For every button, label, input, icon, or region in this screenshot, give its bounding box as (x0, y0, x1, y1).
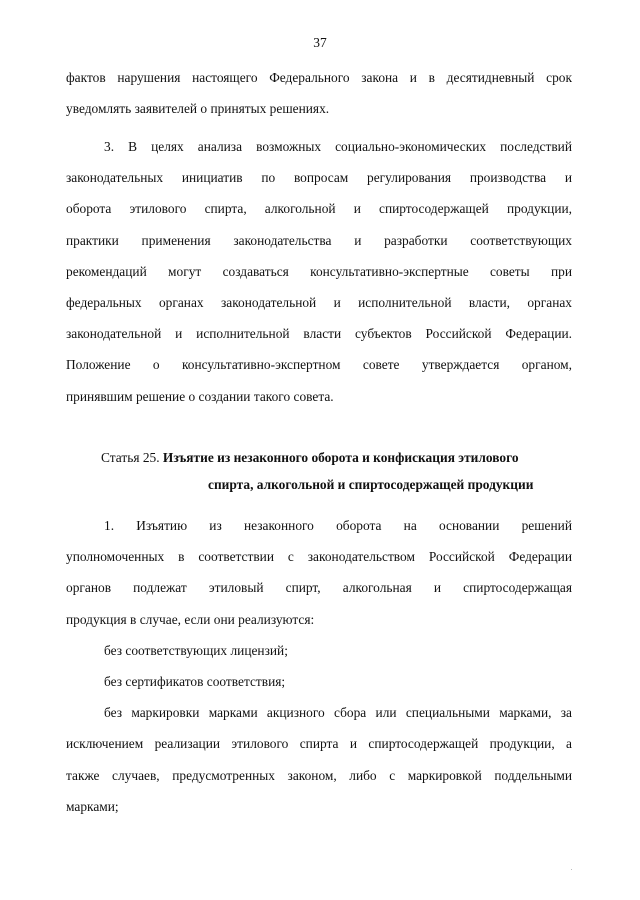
text-line: практики применения законодательства и разработки соответствующих (66, 232, 572, 248)
article-title-part-1: Изъятие из незаконного оборота и конфискация этилового (162, 450, 519, 465)
text-line: уполномоченных в соответствии с законодательством Российской Федерации (66, 549, 572, 565)
text-line: федеральных органах законодательной и исполнительной власти, органах (66, 294, 572, 310)
text-line: исключением реализации этилового спирта и спиртосодержащей продукции, а (66, 736, 572, 752)
text-line: марками; (66, 798, 119, 814)
paragraph-article-item-1 (66, 510, 572, 822)
text-line: уведомлять заявителей о принятых решениях. (66, 101, 330, 117)
article-heading (0, 444, 640, 498)
article-title-part-2: спирта, алкогольной и спиртосодержащей продукции (208, 477, 534, 492)
text-line: фактов нарушения настоящего Федерального закона и в десятидневный срок (66, 70, 572, 85)
article-number: Статья 25. (101, 450, 163, 465)
list-item: без соответствующих лицензий; (104, 642, 288, 658)
text-line: принявшим решение о создании такого совета. (66, 388, 334, 404)
text-line: Положение о консультативно-экспертном совете утверждается органом, (66, 357, 572, 373)
text-line: продукция в случае, если они реализуются: (66, 611, 315, 627)
text-line: рекомендаций могут создаваться консультативно-экспертные советы при (66, 263, 572, 279)
article-heading-line-1 (0, 444, 640, 471)
text-line: также случаев, предусмотренных законом, либо с маркировкой поддельными (66, 767, 572, 783)
text-line: без маркировки марками акцизного сбора или специальными марками, за (104, 705, 572, 721)
list-item: без сертификатов соответствия; (104, 673, 286, 689)
text-line: оборота этилового спирта, алкогольной и спиртосодержащей продукции, (66, 201, 572, 217)
scan-speck (571, 869, 572, 870)
text-line: законодательной и исполнительной власти субъектов Российской Федерации. (66, 326, 572, 342)
text-line: 3. В целях анализа возможных социально-экономических последствий (104, 139, 572, 154)
text-line: 1. Изъятию из незаконного оборота на основании решений (104, 518, 572, 533)
page-number: 37 (313, 35, 327, 50)
paragraph-continuation (66, 62, 572, 124)
text-line: законодательных инициатив по вопросам регулирования производства и (66, 170, 572, 186)
text-line: органов подлежат этиловый спирт, алкогольная и спиртосодержащая (66, 580, 572, 596)
paragraph-section-3 (66, 131, 572, 412)
